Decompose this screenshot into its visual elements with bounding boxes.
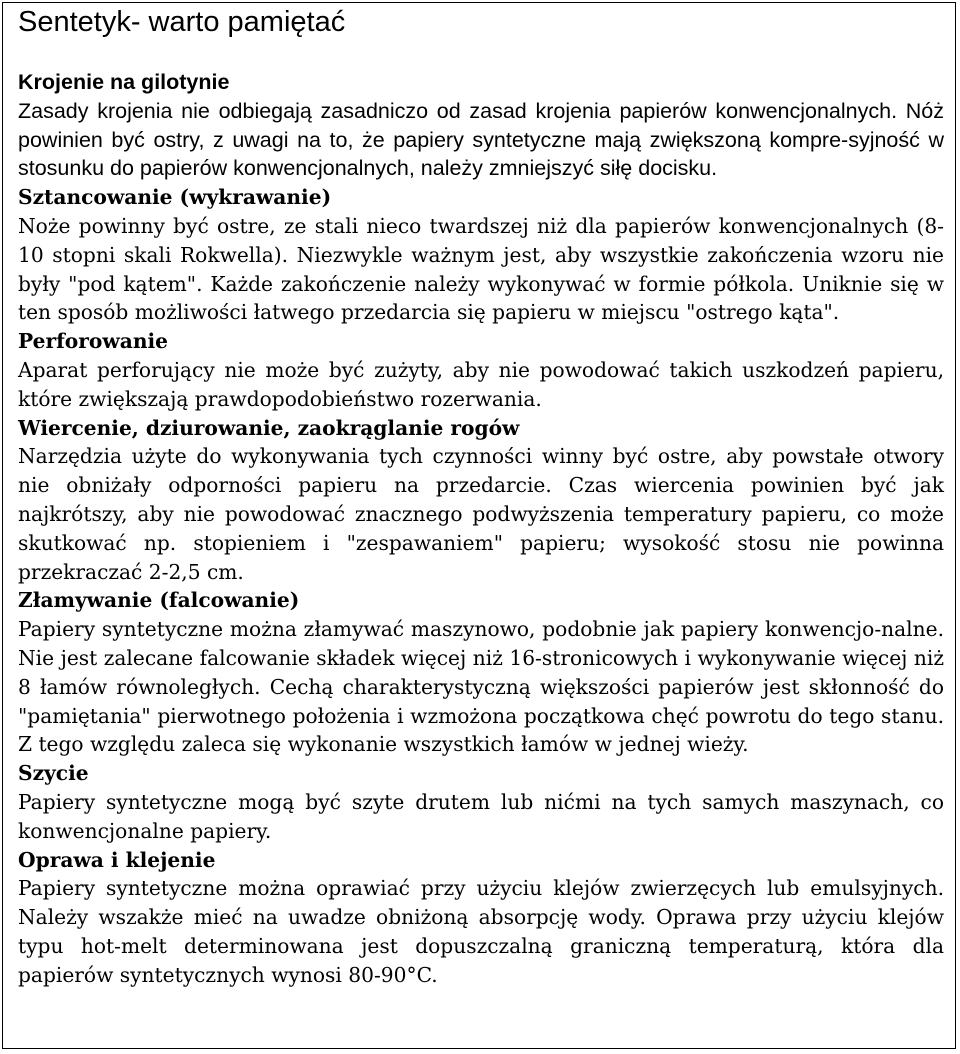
section-heading: Sztancowanie (wykrawanie) (18, 185, 332, 210)
section-szycie (18, 759, 944, 845)
section-text: Narzędzia użyte do wykonywania tych czynności winny być ostre, aby powstałe otwory nie obniżały odporności papieru na przedarcie. Czas wiercenia powinien być jak najkrótszy, aby nie powodować znacznego podwyższenia temperatury papieru, co może skutkować np. stopieniem i "zespawaniem" papieru; wysokość stosu nie powinna przekraczać 2-2,5 cm. (18, 444, 944, 584)
section-text: Zasady krojenia nie odbiegają zasadniczo od zasad krojenia papierów konwencjonalnych. Nóż powinien być ostry, z uwagi na to, że papiery syntetyczne mają zwiększoną kompre-syjność w stosunku do papierów konwencjonalnych, należy zmniejszyć siłę docisku. (18, 98, 944, 181)
section-krojenie (18, 68, 944, 183)
section-text: Papiery syntetyczne mogą być szyte drutem lub nićmi na tych samych maszynach, co konwencjonalne papiery. (18, 789, 944, 843)
section-text: Aparat perforujący nie może być zużyty, aby nie powodować takich uszkodzeń papieru, które zwiększają prawdopodobieństwo rozerwania. (18, 357, 944, 411)
section-text: Papiery syntetyczne można złamywać maszynowo, podobnie jak papiery konwencjo-nalne. Nie jest zalecane falcowanie składek więcej niż 16-stronicowych i wykonywanie więcej niż 8 łamów równoległych. Cechą charakterystyczną większości papierów jest skłonność do "pamiętania" pierwotnego położenia i wzmożona początkowa chęć powrotu do tego stanu. Z tego względu zaleca się wykonanie wszystkich łamów w jednej wieży. (18, 617, 944, 757)
section-heading: Wiercenie, dziurowanie, zaokrąglanie rogów (18, 415, 520, 440)
section-heading: Złamywanie (falcowanie) (18, 588, 300, 613)
section-heading: Szycie (18, 761, 89, 786)
section-zlamywanie (18, 586, 944, 759)
section-heading: Perforowanie (18, 329, 169, 354)
section-oprawa (18, 846, 944, 990)
section-heading: Krojenie na gilotynie (18, 70, 230, 94)
section-text: Noże powinny być ostre, ze stali nieco twardszej niż dla papierów konwencjonalnych (8-10 stopni skali Rokwella). Niezwykle ważnym jest, aby wszystkie zakończenia wzoru nie były "pod kątem". Każde zakończenie należy wykonywać w formie półkola. Uniknie się w ten sposób możliwości łatwego przedarcia się papieru w miejscu "ostrego kąta". (18, 213, 944, 325)
page-title: Sentetyk- warto pamiętać (18, 6, 346, 38)
section-heading: Oprawa i klejenie (18, 847, 216, 872)
section-text: Papiery syntetyczne można oprawiać przy użyciu klejów zwierzęcych lub emulsyjnych. Należy wszakże mieć na uwadze obniżoną absorpcję wody. Oprawa przy użyciu klejów typu hot-melt determinowana jest dopuszczalną graniczną temperaturą, która dla papierów syntetycznych wynosi 80-90°C. (18, 876, 944, 987)
section-wiercenie (18, 414, 944, 587)
section-perforowanie (18, 327, 944, 413)
document-body (18, 68, 944, 990)
section-sztancowanie (18, 183, 944, 327)
